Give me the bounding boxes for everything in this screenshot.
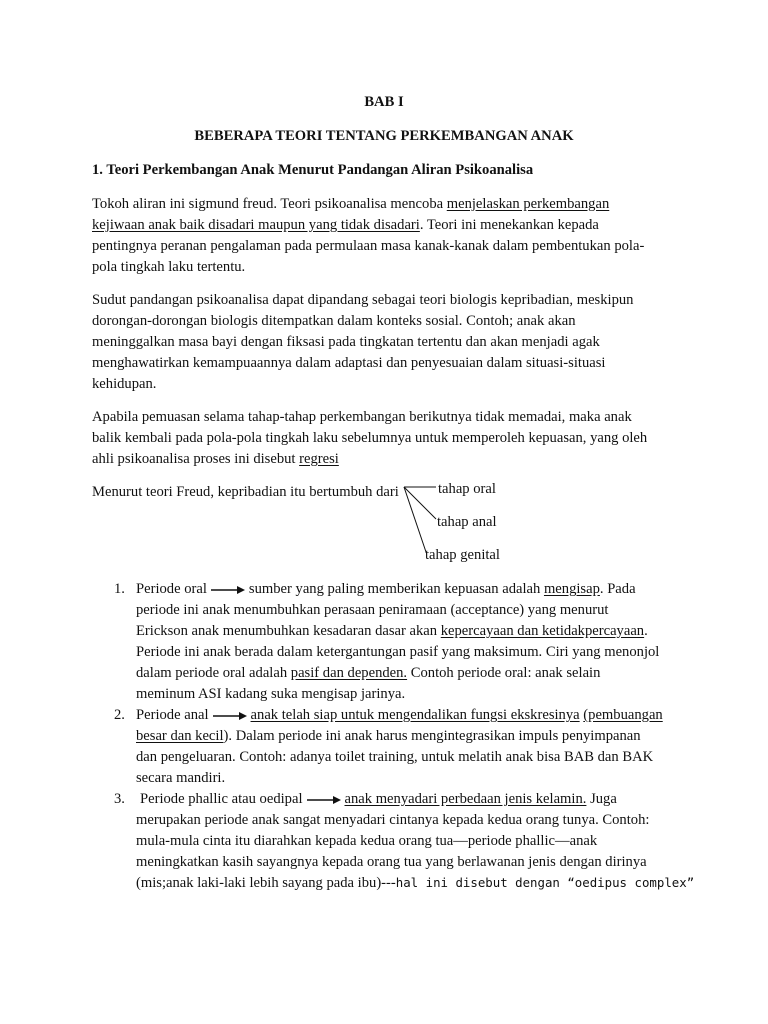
list-item-1-line1: Periode oral sumber yang paling memberikan kepuasan adalah mengisap. Pada bbox=[136, 581, 636, 597]
right-arrow-icon bbox=[211, 585, 245, 595]
right-arrow-icon bbox=[307, 795, 341, 805]
chapter-title: BEBERAPA TEORI TENTANG PERKEMBANGAN ANAK bbox=[194, 128, 574, 144]
stage-anal: tahap anal bbox=[437, 514, 497, 530]
list-item-3-line5: (mis;anak laki-laki lebih sayang pada ibu)---hal ini disebut dengan “oedipus complex” bbox=[136, 875, 695, 891]
list-item-2-line2: besar dan kecil). Dalam periode ini anak harus mengintegrasikan impuls penyimpanan bbox=[136, 728, 641, 744]
list-item-3-line3: mula-mula cinta itu diarahkan kepada kedua orang tua—periode phallic—anak bbox=[136, 833, 598, 849]
list-item-2-line4: secara mandiri. bbox=[136, 770, 226, 786]
list-number-3: 3. bbox=[114, 791, 125, 807]
p3-line1: Apabila pemuasan selama tahap-tahap perkembangan berikutnya tidak memadai, maka anak bbox=[92, 409, 632, 425]
p2-line1: Sudut pandangan psikoanalisa dapat dipandang sebagai teori biologis kepribadian, meskipun bbox=[92, 292, 634, 308]
section-heading: 1. Teori Perkembangan Anak Menurut Pandangan Aliran Psikoanalisa bbox=[92, 162, 534, 178]
list-number-2: 2. bbox=[114, 707, 125, 723]
list-item-1-line2: periode ini anak menumbuhkan perasaan peniramaan (acceptance) yang menurut bbox=[136, 602, 609, 618]
list-item-1-line4: Periode ini anak berada dalam ketergantungan pasif yang maksimum. Ciri yang menonjol bbox=[136, 644, 660, 660]
p1-line4: pola tingkah laku tertentu. bbox=[92, 259, 246, 275]
list-item-1-line6: meminum ASI kadang suka mengisap jarinya. bbox=[136, 686, 406, 702]
list-item-2-line1: Periode anal anak telah siap untuk mengendalikan fungsi ekskresinya (pembuangan bbox=[136, 707, 663, 723]
freud-lead: Menurut teori Freud, kepribadian itu bertumbuh dari bbox=[92, 484, 399, 500]
p1-line1: Tokoh aliran ini sigmund freud. Teori psikoanalisa mencoba menjelaskan perkembangan bbox=[92, 196, 610, 212]
p2-line4: menghawatirkan kemampuaannya dalam adaptasi dan penyesuaian dalam situasi-situasi bbox=[92, 355, 606, 371]
list-number-1: 1. bbox=[114, 581, 125, 597]
p1-line3: pentingnya peranan pengalaman pada permulaan masa kanak-kanak dalam pembentukan pola- bbox=[92, 238, 645, 254]
p3-line2: balik kembali pada pola-pola tingkah laku sebelumnya untuk memperoleh kepuasan, yang oleh bbox=[92, 430, 648, 446]
stage-genital: tahap genital bbox=[425, 547, 500, 563]
list-item-1-line5: dalam periode oral adalah pasif dan dependen. Contoh periode oral: anak selain bbox=[136, 665, 601, 681]
list-item-3-line2: merupakan periode anak sangat menyadari cintanya kepada kedua orang tunya. Contoh: bbox=[136, 812, 650, 828]
stage-oral: tahap oral bbox=[438, 481, 496, 497]
p3-line3: ahli psikoanalisa proses ini disebut regresi bbox=[92, 451, 339, 467]
p1-line2: kejiwaan anak baik disadari maupun yang tidak disadari. Teori ini menekankan kepada bbox=[92, 217, 599, 233]
list-item-1-line3: Erickson anak menumbuhkan kesadaran dasar akan kepercayaan dan ketidakpercayaan. bbox=[136, 623, 648, 639]
p2-line5: kehidupan. bbox=[92, 376, 157, 392]
p2-line2: dorongan-dorongan biologis ditempatkan dalam konteks sosial. Contoh; anak akan bbox=[92, 313, 576, 329]
right-arrow-icon bbox=[213, 711, 247, 721]
p2-line3: meninggalkan masa bayi dengan fiksasi pada tingkatan tertentu dan akan menjadi agak bbox=[92, 334, 600, 350]
list-item-3-line1: Periode phallic atau oedipal anak menyadari perbedaan jenis kelamin. Juga bbox=[140, 791, 617, 807]
list-item-3-line4: meningkatkan kasih sayangnya kepada orang tua yang berlawanan jenis dengan dirinya bbox=[136, 854, 647, 870]
chapter-label: BAB I bbox=[364, 94, 404, 110]
list-item-2-line3: dan pengeluaran. Contoh: adanya toilet training, untuk melatih anak bisa BAB dan BAK bbox=[136, 749, 654, 765]
